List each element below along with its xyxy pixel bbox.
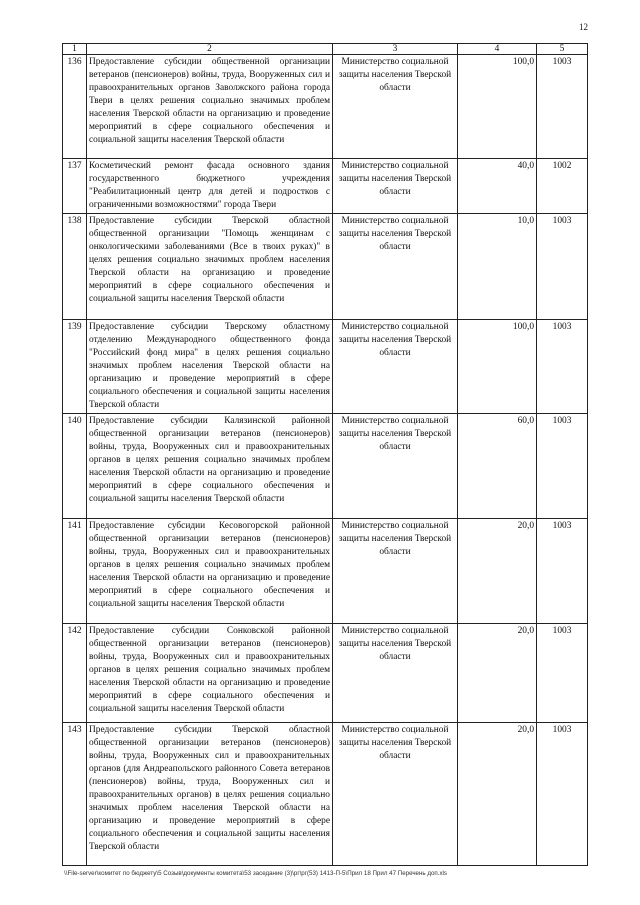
table-row: [63, 624, 588, 723]
row-number: 139: [63, 320, 87, 414]
table-row: [63, 414, 588, 519]
budget-code: 1003: [537, 723, 588, 866]
column-header: 3: [333, 44, 458, 55]
row-number: 137: [63, 159, 87, 214]
responsible-ministry: Министерство социальной защиты населения Тверской области: [333, 624, 458, 723]
table-row: [63, 159, 588, 214]
row-number: 142: [63, 624, 87, 723]
column-header: 5: [537, 44, 588, 55]
table-row: [63, 55, 588, 159]
table-row: [63, 320, 588, 414]
budget-code: 1003: [537, 55, 588, 159]
table-row: [63, 519, 588, 624]
table-header-row: [63, 44, 588, 55]
measure-name: Предоставление субсидии Кесовогорской районной общественной организации ветеранов (пенсионеров) войны, труда, Вооруженных сил и правоохранительных органов в целях решения социально значимых проблем населения Тверской области на организацию и проведение мероприятий в сфере социального обеспечения и социальной защиты населения Тверской области: [87, 519, 333, 624]
measure-name: Предоставление субсидии Тверскому областному отделению Международного общественного фонда "Российский фонд мира" в целях решения социально значимых проблем населения Тверской области на организацию и проведение мероприятий в сфере социального обеспечения и социальной защиты населения Тверской области: [87, 320, 333, 414]
row-number: 141: [63, 519, 87, 624]
column-header: 4: [458, 44, 537, 55]
budget-code: 1003: [537, 519, 588, 624]
responsible-ministry: Министерство социальной защиты населения Тверской области: [333, 55, 458, 159]
measure-name: Предоставление субсидии Тверской областной общественной организации "Помощь женщинам с онкологическими заболеваниями (Все в твоих руках)" в целях решения социально значимых проблем населения Тверской области на организацию и проведение мероприятий в сфере социального обеспечения и социальной защиты населения Тверской области: [87, 214, 333, 320]
row-number: 140: [63, 414, 87, 519]
budget-code: 1003: [537, 624, 588, 723]
measure-name: Предоставление субсидии общественной организации ветеранов (пенсионеров) войны, труда, Вооруженных сил и правоохранительных органов Заволжского района города Твери в целях решения социально значимых проблем населения Тверской области на организацию и проведение мероприятий в сфере социального обеспечения и социальной защиты населения Тверской области: [87, 55, 333, 159]
amount: 60,0: [458, 414, 537, 519]
row-number: 143: [63, 723, 87, 866]
measure-name: Предоставление субсидии Тверской областной общественной организации ветеранов (пенсионеров) войны, труда, Вооруженных сил и правоохранительных органов (для Андреапольского районного Совета ветеранов (пенсионеров) войны, труда, Вооруженных сил и правоохранительных органов) в целях решения социально значимых проблем населения Тверской области на организацию и проведение мероприятий в сфере социального обеспечения и социальной защиты населения Тверской области: [87, 723, 333, 866]
responsible-ministry: Министерство социальной защиты населения Тверской области: [333, 414, 458, 519]
table-row: [63, 723, 588, 866]
amount: 40,0: [458, 159, 537, 214]
responsible-ministry: Министерство социальной защиты населения Тверской области: [333, 159, 458, 214]
amount: 20,0: [458, 723, 537, 866]
file-path-footer: \\File-server\комитет по бюджету\5 Созыв\документы комитета\53 заседание (3)\рг\рг(53) 1413-П-5\Прил 18 Прил 47 Перечень доп.xls: [64, 870, 448, 877]
amount: 20,0: [458, 519, 537, 624]
budget-code: 1003: [537, 414, 588, 519]
responsible-ministry: Министерство социальной защиты населения Тверской области: [333, 519, 458, 624]
amount: 10,0: [458, 214, 537, 320]
measure-name: Предоставление субсидии Сонковской районной общественной организации ветеранов (пенсионеров) войны, труда, Вооруженных сил и правоохранительных органов в целях решения социально значимых проблем населения Тверской области на организацию и проведение мероприятий в сфере социального обеспечения и социальной защиты населения Тверской области: [87, 624, 333, 723]
column-header: 2: [87, 44, 333, 55]
page-number: 12: [579, 22, 588, 32]
budget-code: 1002: [537, 159, 588, 214]
amount: 100,0: [458, 55, 537, 159]
responsible-ministry: Министерство социальной защиты населения Тверской области: [333, 320, 458, 414]
measure-name: Предоставление субсидии Калязинской районной общественной организации ветеранов (пенсионеров) войны, труда, Вооруженных сил и правоохранительных органов в целях решения социально значимых проблем населения Тверской области на организацию и проведение мероприятий в сфере социального обеспечения и социальной защиты населения Тверской области: [87, 414, 333, 519]
appropriations-table: [62, 43, 588, 866]
amount: 20,0: [458, 624, 537, 723]
budget-code: 1003: [537, 214, 588, 320]
responsible-ministry: Министерство социальной защиты населения Тверской области: [333, 723, 458, 866]
column-header: 1: [63, 44, 87, 55]
row-number: 138: [63, 214, 87, 320]
table-row: [63, 214, 588, 320]
row-number: 136: [63, 55, 87, 159]
responsible-ministry: Министерство социальной защиты населения Тверской области: [333, 214, 458, 320]
amount: 100,0: [458, 320, 537, 414]
measure-name: Косметический ремонт фасада основного здания государственного бюджетного учреждения "Реабилитационный центр для детей и подростков с ограниченными возможностями" города Твери: [87, 159, 333, 214]
budget-code: 1003: [537, 320, 588, 414]
